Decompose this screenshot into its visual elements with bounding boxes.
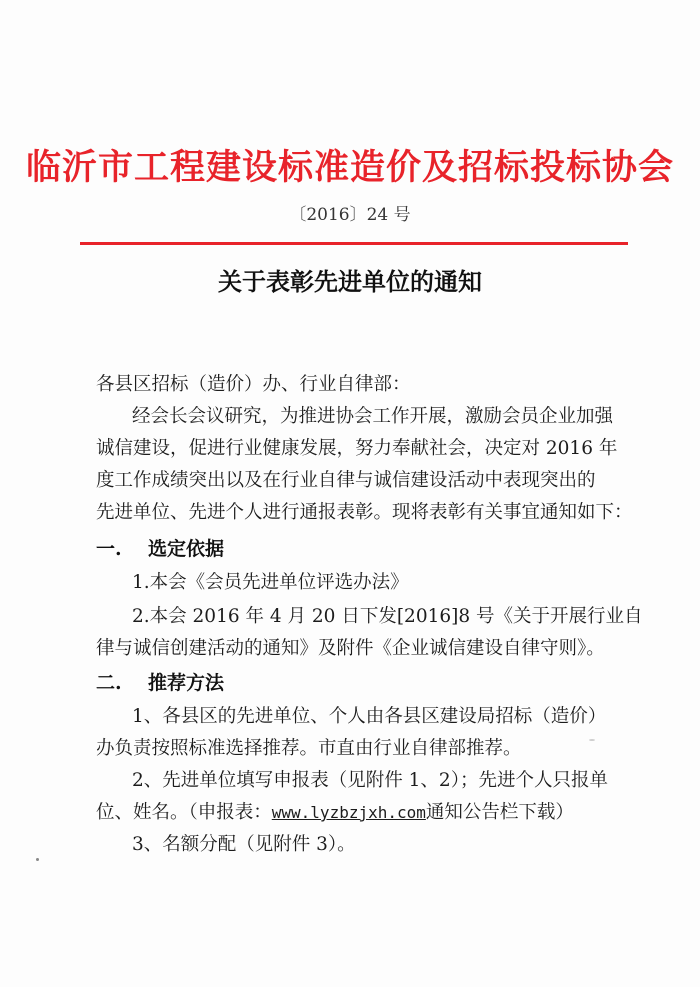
scan-speck <box>36 858 39 861</box>
intro-line: 诚信建设，促进行业健康发展，努力奉献社会，决定对 2016 年 <box>96 438 618 459</box>
section-heading-method <box>96 670 224 696</box>
section-heading-criteria <box>96 536 224 562</box>
intro-line: 度工作成绩突出以及在行业自律与诚信建设活动中表现突出的 <box>96 470 596 491</box>
criteria-item: 1.本会《会员先进单位评选办法》 <box>132 572 409 593</box>
intro-line: 先进单位、先进个人进行通报表彰。现将表彰有关事宜通知如下： <box>96 502 633 523</box>
red-divider-rule <box>80 242 628 245</box>
intro-line: 经会长会议研究，为推进协会工作开展，激励会员企业加强 <box>132 406 614 427</box>
section-number: 一. <box>96 538 122 560</box>
document-number: 〔2016〕24 号 <box>289 205 411 225</box>
criteria-item: 2.本会 2016 年 4 月 20 日下发[2016]8 号《关于开展行业自 <box>132 606 643 627</box>
method-line: 1、各县区的先进单位、个人由各县区建设局招标（造价） <box>132 706 607 727</box>
method-line-with-url <box>96 800 574 826</box>
method-line: 2、先进单位填写申报表（见附件 1、2）；先进个人只报单 <box>132 770 608 791</box>
notice-title: 关于表彰先进单位的通知 <box>218 267 482 296</box>
download-url-link[interactable]: www.lyzbzjxh.com <box>271 803 426 822</box>
section-title: 推荐方法 <box>148 672 225 694</box>
method-line: 3、名额分配（见附件 3）。 <box>132 834 356 855</box>
criteria-item: 律与诚信创建活动的通知》及附件《企业诚信建设自律守则》。 <box>96 638 605 659</box>
scan-speck <box>589 739 595 741</box>
url-suffix-text: 通知公告栏下载） <box>425 802 574 823</box>
method-line: 办负责按照标准选择推荐。市直由行业自律部推荐。 <box>96 738 522 759</box>
organization-name: 临沂市工程建设标准造价及招标投标协会 <box>25 147 674 188</box>
url-prefix-text: 位、姓名。（申报表： <box>96 802 272 823</box>
section-number: 二. <box>96 672 122 694</box>
salutation: 各县区招标（造价）办、行业自律部： <box>96 374 411 395</box>
section-title: 选定依据 <box>148 538 225 560</box>
